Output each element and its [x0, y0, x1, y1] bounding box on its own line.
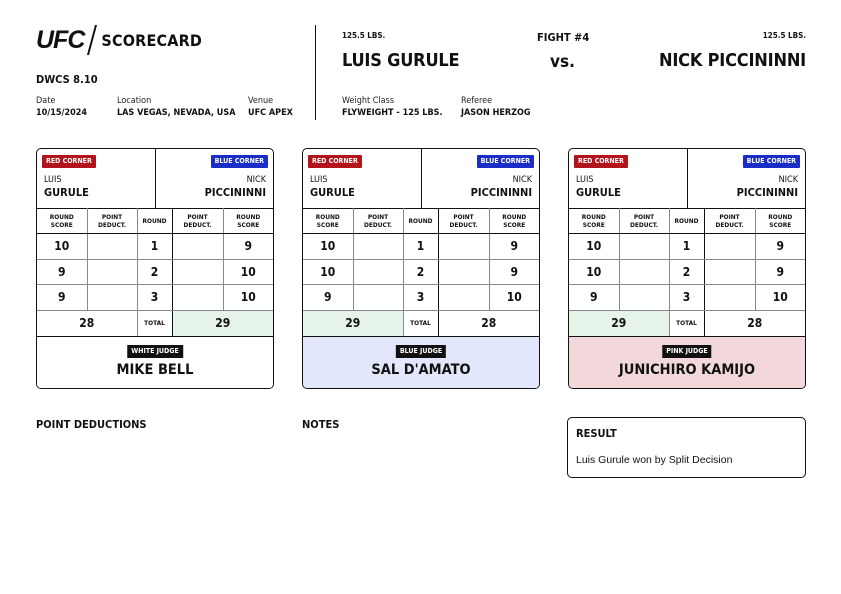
round-row — [37, 259, 273, 285]
blue-total-score: 28 — [704, 310, 805, 336]
red-round-score: 10 — [37, 234, 87, 260]
red-total-score: 29 — [569, 310, 669, 336]
total-label: TOTAL — [137, 310, 172, 336]
blue-point-deduction — [172, 285, 223, 311]
judge-scorecard-2 — [302, 148, 540, 389]
weight-class-value: FLYWEIGHT - 125 LBS. — [342, 108, 443, 118]
point-deductions-heading: POINT DEDUCTIONS — [36, 418, 147, 431]
round-row — [37, 285, 273, 311]
score-table — [303, 208, 539, 337]
venue-label: Venue — [248, 96, 274, 106]
blue-total-score: 29 — [172, 310, 273, 336]
red-fighter-weight: 125.5 LBS. — [342, 31, 386, 40]
blue-last-name: PICCININNI — [470, 186, 532, 199]
round-row — [303, 234, 539, 260]
red-round-score-header: ROUND SCORE — [569, 209, 619, 234]
red-corner-fighter — [44, 175, 89, 200]
blue-round-score-header: ROUND SCORE — [489, 209, 539, 234]
round-number: 3 — [669, 285, 704, 311]
red-round-score: 9 — [303, 285, 353, 311]
blue-point-deduction — [438, 234, 489, 260]
blue-round-score: 10 — [755, 285, 805, 311]
total-row — [37, 310, 273, 336]
blue-fighter-weight: 125.5 LBS. — [762, 31, 806, 40]
round-number: 1 — [137, 234, 172, 260]
score-table-header — [303, 209, 539, 234]
round-row — [37, 234, 273, 260]
round-row — [569, 234, 805, 260]
red-total-score: 28 — [37, 310, 137, 336]
score-table — [37, 208, 273, 337]
blue-round-score: 10 — [223, 259, 273, 285]
red-round-score: 10 — [569, 259, 619, 285]
corner-divider — [421, 149, 422, 209]
judge-scorecard-3 — [568, 148, 806, 389]
blue-round-score-header: ROUND SCORE — [223, 209, 273, 234]
round-number: 1 — [669, 234, 704, 260]
blue-corner-fighter — [205, 175, 266, 200]
red-last-name: GURULE — [310, 186, 355, 199]
red-first-name: LUIS — [44, 175, 62, 185]
score-table-header — [37, 209, 273, 234]
date-value: 10/15/2024 — [36, 108, 87, 118]
round-number: 2 — [403, 259, 438, 285]
blue-first-name: NICK — [778, 175, 798, 185]
blue-point-deduct-header: POINT DEDUCT. — [172, 209, 223, 234]
blue-point-deduction — [704, 259, 755, 285]
referee-value: JASON HERZOG — [461, 108, 531, 118]
red-corner-badge: RED CORNER — [42, 155, 96, 168]
blue-point-deduct-header: POINT DEDUCT. — [438, 209, 489, 234]
blue-corner-badge: BLUE CORNER — [211, 155, 268, 168]
weight-class-label: Weight Class — [342, 96, 395, 106]
total-label: TOTAL — [403, 310, 438, 336]
round-row — [569, 285, 805, 311]
result-box — [567, 417, 806, 478]
fight-number: FIGHT #4 — [537, 31, 590, 44]
total-row — [303, 310, 539, 336]
total-row — [569, 310, 805, 336]
total-label: TOTAL — [669, 310, 704, 336]
blue-fighter-name: NICK PICCININNI — [658, 50, 806, 71]
blue-last-name: PICCININNI — [736, 186, 798, 199]
blue-corner-badge: BLUE CORNER — [743, 155, 800, 168]
header-divider — [315, 25, 316, 120]
judge-footer — [37, 337, 273, 389]
corners-header — [569, 149, 805, 209]
red-round-score: 9 — [37, 285, 87, 311]
judge-tag: PINK JUDGE — [662, 345, 711, 358]
red-corner-badge: RED CORNER — [574, 155, 628, 168]
logo-divider — [87, 25, 97, 55]
round-number: 2 — [137, 259, 172, 285]
judge-name: SAL D'AMATO — [371, 362, 471, 378]
red-point-deduction — [353, 259, 403, 285]
blue-last-name: PICCININNI — [204, 186, 266, 199]
blue-corner-badge: BLUE CORNER — [477, 155, 534, 168]
round-number: 2 — [669, 259, 704, 285]
blue-total-score: 28 — [438, 310, 539, 336]
round-header: ROUND — [669, 209, 704, 234]
score-table — [569, 208, 805, 337]
round-row — [569, 259, 805, 285]
judge-scorecard-1 — [36, 148, 274, 389]
result-text: Luis Gurule won by Split Decision — [576, 454, 733, 466]
red-total-score: 29 — [303, 310, 403, 336]
red-point-deduction — [619, 285, 669, 311]
blue-first-name: NICK — [246, 175, 266, 185]
red-fighter-name: LUIS GURULE — [342, 50, 460, 71]
red-point-deduct-header: POINT DEDUCT. — [353, 209, 403, 234]
judge-name: MIKE BELL — [116, 362, 194, 378]
score-table-header — [569, 209, 805, 234]
corner-divider — [687, 149, 688, 209]
blue-corner-fighter — [737, 175, 798, 200]
corners-header — [303, 149, 539, 209]
round-row — [303, 259, 539, 285]
red-point-deduct-header: POINT DEDUCT. — [87, 209, 137, 234]
red-round-score: 9 — [569, 285, 619, 311]
red-first-name: LUIS — [576, 175, 594, 185]
red-last-name: GURULE — [44, 186, 89, 199]
date-label: Date — [36, 96, 56, 106]
scorecard-title: SCORECARD — [101, 30, 203, 50]
blue-round-score: 9 — [489, 259, 539, 285]
corner-divider — [155, 149, 156, 209]
red-corner-badge: RED CORNER — [308, 155, 362, 168]
blue-round-score: 9 — [755, 234, 805, 260]
blue-first-name: NICK — [512, 175, 532, 185]
round-number: 3 — [403, 285, 438, 311]
ufc-logo: UFC — [36, 25, 85, 54]
red-round-score-header: ROUND SCORE — [303, 209, 353, 234]
location-value: LAS VEGAS, NEVADA, USA — [117, 108, 236, 118]
versus-label: vs. — [550, 52, 575, 72]
red-round-score: 9 — [37, 259, 87, 285]
judge-name: JUNICHIRO KAMIJO — [618, 362, 756, 378]
blue-point-deduction — [172, 259, 223, 285]
blue-round-score: 9 — [489, 234, 539, 260]
red-point-deduction — [87, 285, 137, 311]
red-point-deduction — [87, 259, 137, 285]
red-round-score: 10 — [303, 259, 353, 285]
location-label: Location — [117, 96, 152, 106]
red-round-score: 10 — [569, 234, 619, 260]
corners-header — [37, 149, 273, 209]
judge-tag: BLUE JUDGE — [396, 345, 446, 358]
round-number: 3 — [137, 285, 172, 311]
round-row — [303, 285, 539, 311]
blue-point-deduction — [438, 285, 489, 311]
red-point-deduction — [619, 259, 669, 285]
red-round-score-header: ROUND SCORE — [37, 209, 87, 234]
judge-tag: WHITE JUDGE — [127, 345, 183, 358]
red-first-name: LUIS — [310, 175, 328, 185]
blue-point-deduction — [438, 259, 489, 285]
blue-point-deduction — [704, 285, 755, 311]
round-header: ROUND — [403, 209, 438, 234]
blue-corner-fighter — [471, 175, 532, 200]
red-point-deduct-header: POINT DEDUCT. — [619, 209, 669, 234]
blue-round-score: 10 — [489, 285, 539, 311]
red-corner-fighter — [310, 175, 355, 200]
judge-footer — [303, 337, 539, 389]
round-header: ROUND — [137, 209, 172, 234]
blue-point-deduction — [704, 234, 755, 260]
red-round-score: 10 — [303, 234, 353, 260]
referee-label: Referee — [461, 96, 493, 106]
blue-point-deduct-header: POINT DEDUCT. — [704, 209, 755, 234]
red-point-deduction — [619, 234, 669, 260]
red-corner-fighter — [576, 175, 621, 200]
blue-point-deduction — [172, 234, 223, 260]
venue-value: UFC APEX — [248, 108, 293, 118]
red-point-deduction — [353, 234, 403, 260]
blue-round-score: 9 — [223, 234, 273, 260]
blue-round-score: 10 — [223, 285, 273, 311]
red-point-deduction — [353, 285, 403, 311]
notes-heading: NOTES — [302, 418, 340, 431]
blue-round-score: 9 — [755, 259, 805, 285]
red-last-name: GURULE — [576, 186, 621, 199]
ufc-scorecard-logo — [36, 26, 202, 54]
result-heading: RESULT — [576, 427, 617, 440]
event-name: DWCS 8.10 — [36, 73, 98, 86]
judge-footer — [569, 337, 805, 389]
blue-round-score-header: ROUND SCORE — [755, 209, 805, 234]
red-point-deduction — [87, 234, 137, 260]
round-number: 1 — [403, 234, 438, 260]
